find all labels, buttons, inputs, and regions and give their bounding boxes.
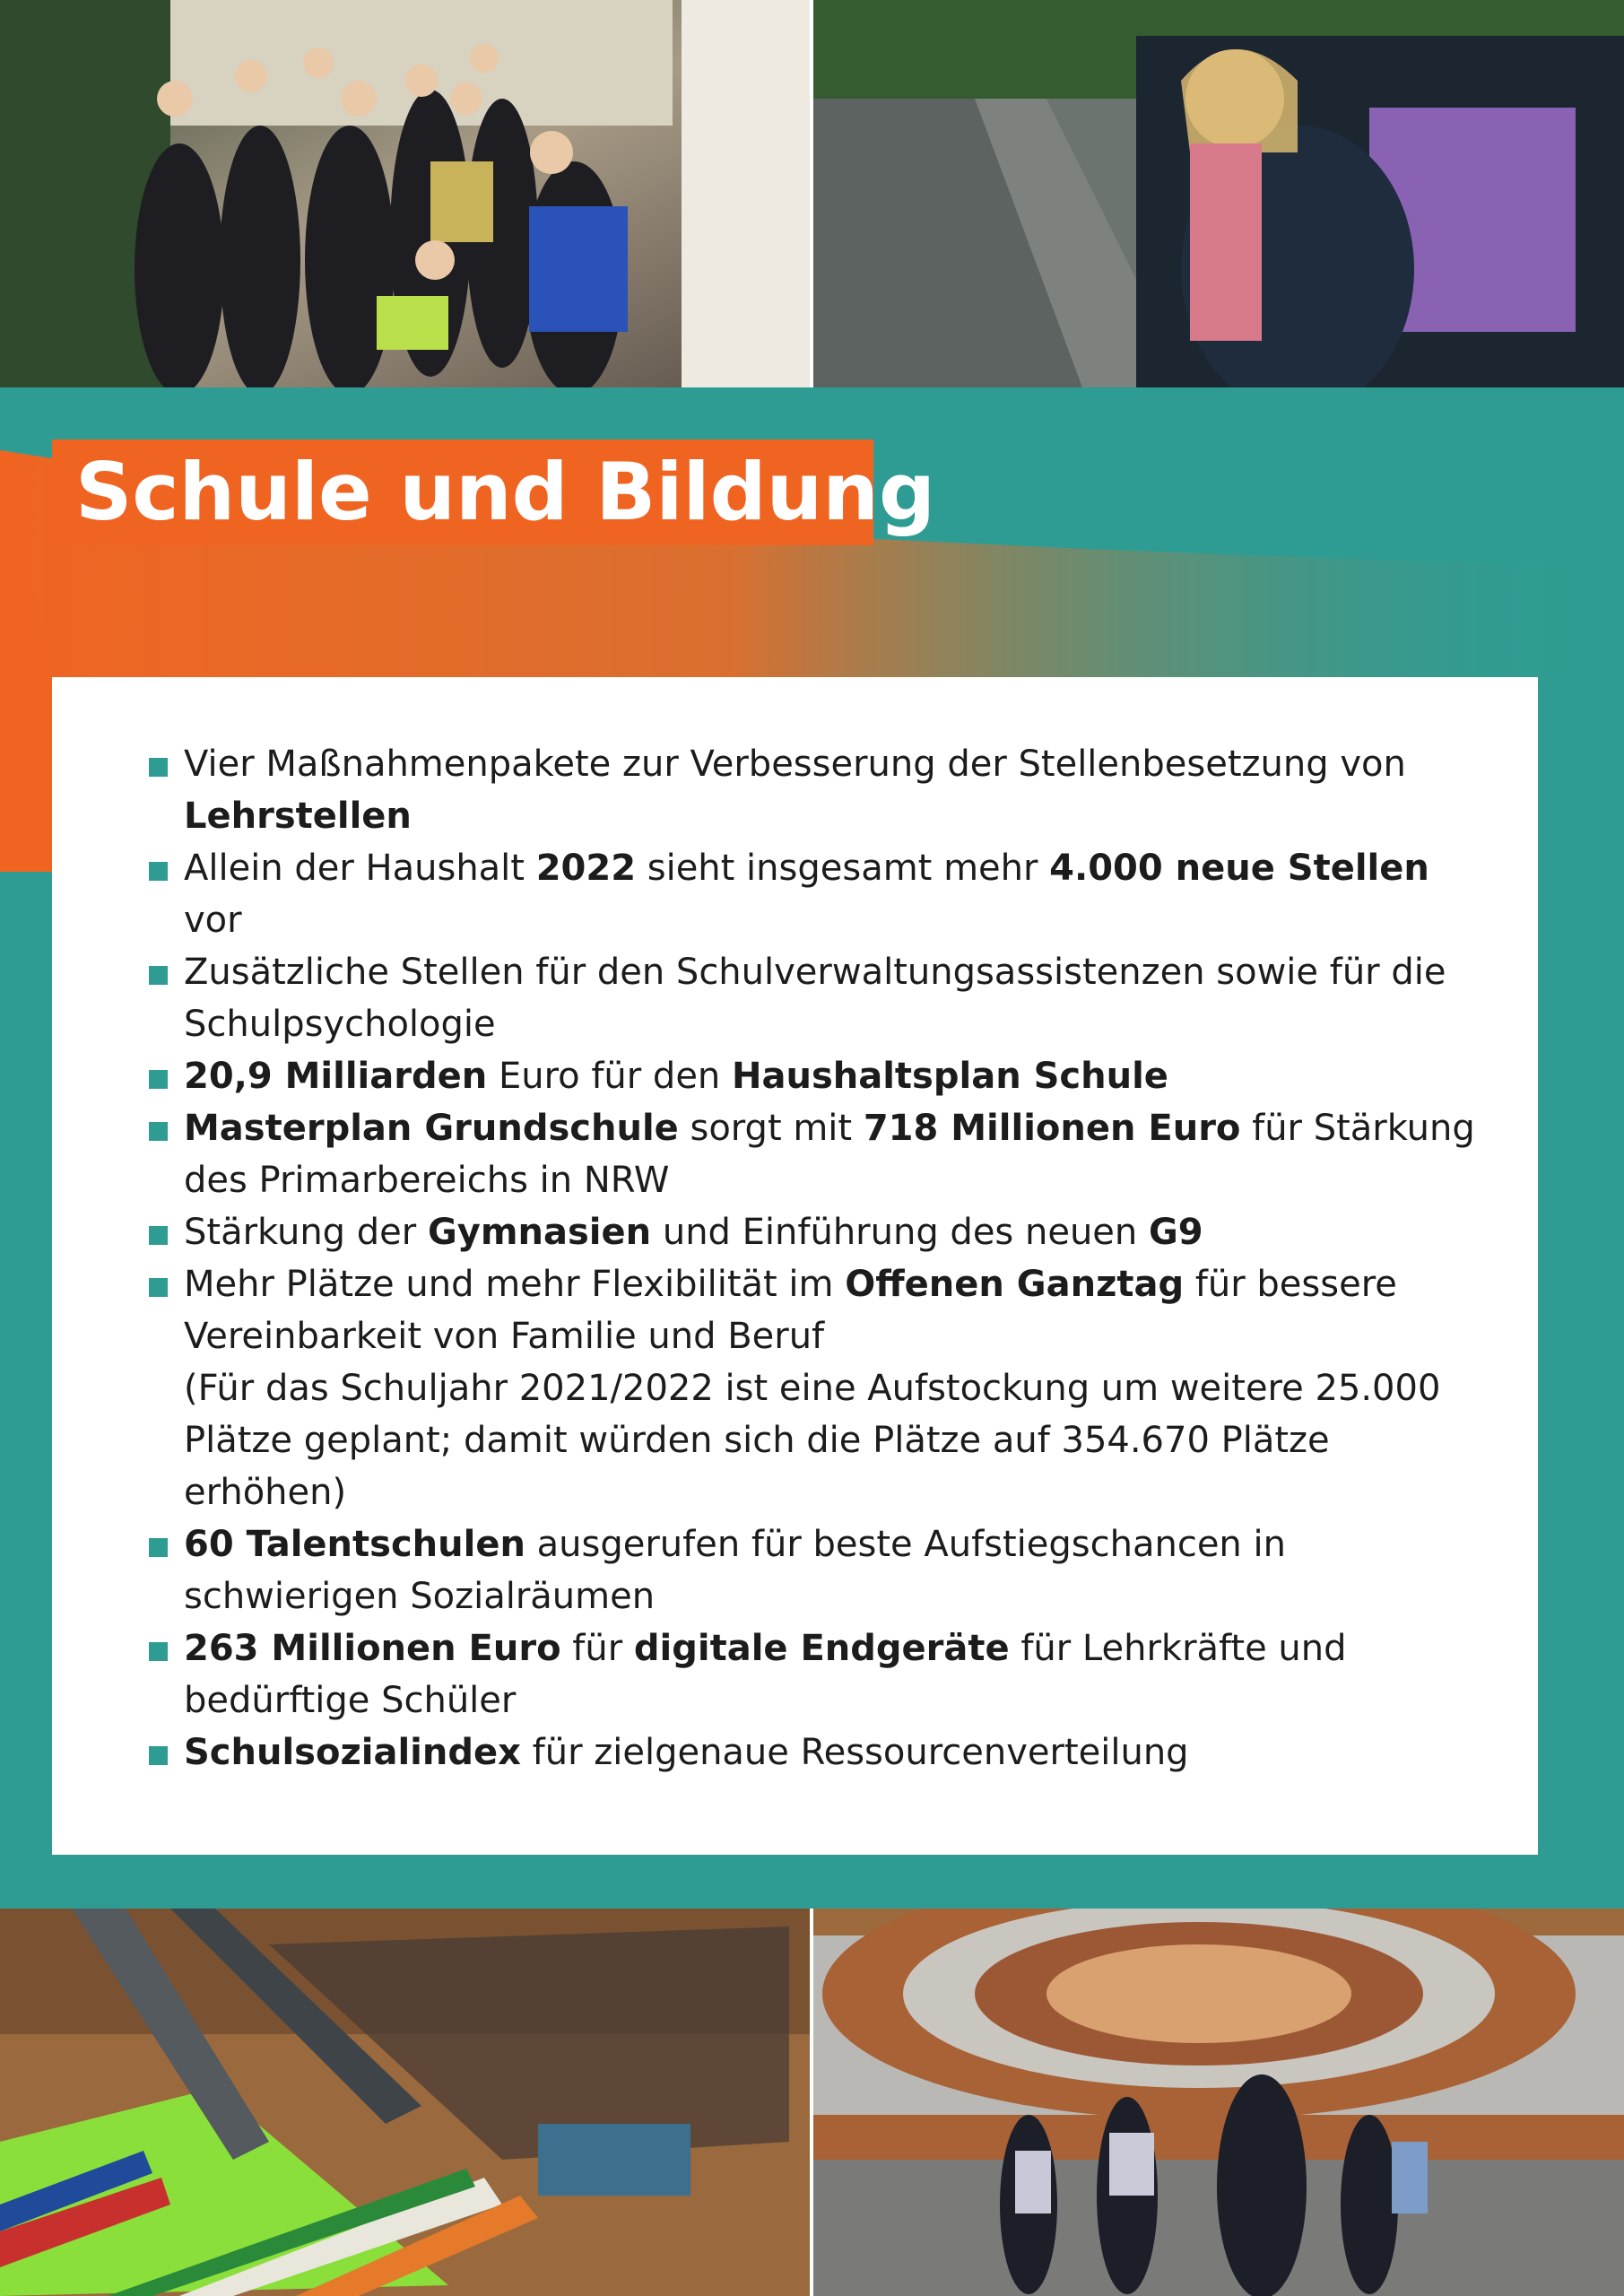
item-text: Euro für den bbox=[487, 1056, 732, 1097]
square-bullet-icon bbox=[149, 1278, 168, 1297]
item-text: Zusätzliche Stellen für den Schulverwaltungsassistenzen sowie für die Schulpsychologie bbox=[184, 952, 1446, 1045]
emphasis-text: Gymnasien bbox=[427, 1212, 652, 1253]
photo-divider-top bbox=[810, 0, 813, 387]
item-text: für bessere Vereinbarkeit von Familie und Beruf bbox=[184, 1264, 1397, 1357]
item-text: für zielgenaue Ressourcenverteilung bbox=[520, 1732, 1189, 1773]
item-text: sorgt mit bbox=[678, 1108, 864, 1149]
emphasis-text: Schulsozialindex bbox=[184, 1732, 521, 1773]
square-bullet-icon bbox=[149, 966, 168, 985]
item-text: und Einführung des neuen bbox=[651, 1212, 1149, 1253]
emphasis-text: digitale Endgeräte bbox=[633, 1628, 1010, 1669]
list-item bbox=[149, 1258, 1494, 1518]
emphasis-text: Haushaltsplan Schule bbox=[732, 1056, 1168, 1097]
bullet-list bbox=[149, 738, 1494, 1779]
square-bullet-icon bbox=[149, 1746, 168, 1765]
item-note: (Für das Schuljahr 2021/2022 ist eine Aufstockung um weitere 25.000 Plätze geplant; damit würden sich die Plätze auf 354.670 Plätze erhöhen) bbox=[184, 1368, 1441, 1513]
photo-parliament-hall bbox=[813, 1909, 1624, 2296]
list-item bbox=[149, 1102, 1494, 1206]
list-item bbox=[149, 1726, 1494, 1779]
square-bullet-icon bbox=[149, 1070, 168, 1089]
list-item bbox=[149, 946, 1494, 1050]
item-text: Allein der Haushalt bbox=[184, 848, 536, 889]
emphasis-text: Masterplan Grundschule bbox=[184, 1108, 679, 1149]
square-bullet-icon bbox=[149, 1538, 168, 1557]
square-bullet-icon bbox=[149, 1122, 168, 1141]
emphasis-text: 718 Millionen Euro bbox=[863, 1108, 1241, 1149]
photo-group-stairs bbox=[0, 0, 813, 387]
item-text: für bbox=[560, 1628, 634, 1669]
item-text: für Lehrkräfte und bedürftige Schüler bbox=[184, 1628, 1347, 1721]
item-text: sieht insgesamt mehr bbox=[636, 848, 1050, 889]
item-text: vor bbox=[184, 900, 242, 941]
emphasis-text: G9 bbox=[1148, 1212, 1203, 1253]
emphasis-text: Offenen Ganztag bbox=[845, 1264, 1185, 1305]
list-item bbox=[149, 1050, 1494, 1102]
photo-school-supplies bbox=[0, 1909, 813, 2296]
list-item bbox=[149, 842, 1494, 946]
emphasis-text: 263 Millionen Euro bbox=[184, 1628, 561, 1669]
photo-divider-bottom bbox=[810, 1909, 813, 2296]
list-item bbox=[149, 1622, 1494, 1726]
list-item bbox=[149, 1206, 1494, 1258]
page-title: Schule und Bildung bbox=[75, 446, 935, 538]
content-panel bbox=[52, 677, 1538, 1855]
item-text: Stärkung der bbox=[184, 1212, 428, 1253]
item-text: ausgerufen für beste Aufstiegschancen in schwierigen Sozialräumen bbox=[184, 1524, 1286, 1617]
photo-schoolgirl bbox=[813, 0, 1624, 387]
square-bullet-icon bbox=[149, 1642, 168, 1661]
square-bullet-icon bbox=[149, 1226, 168, 1245]
list-item bbox=[149, 1518, 1494, 1622]
emphasis-text: 20,9 Milliarden bbox=[184, 1056, 488, 1097]
square-bullet-icon bbox=[149, 862, 168, 881]
emphasis-text: 4.000 neue Stellen bbox=[1049, 848, 1429, 889]
item-text: Vier Maßnahmenpakete zur Verbesserung der Stellenbesetzung von bbox=[184, 744, 1406, 785]
square-bullet-icon bbox=[149, 758, 168, 777]
emphasis-text: 60 Talentschulen bbox=[184, 1524, 525, 1565]
list-item bbox=[149, 738, 1494, 842]
item-text: für Stärkung des Primarbereichs in NRW bbox=[184, 1108, 1475, 1201]
item-text: Mehr Plätze und mehr Flexibilität im bbox=[184, 1264, 846, 1305]
emphasis-text: Lehrstellen bbox=[184, 796, 412, 837]
emphasis-text: 2022 bbox=[535, 848, 637, 889]
